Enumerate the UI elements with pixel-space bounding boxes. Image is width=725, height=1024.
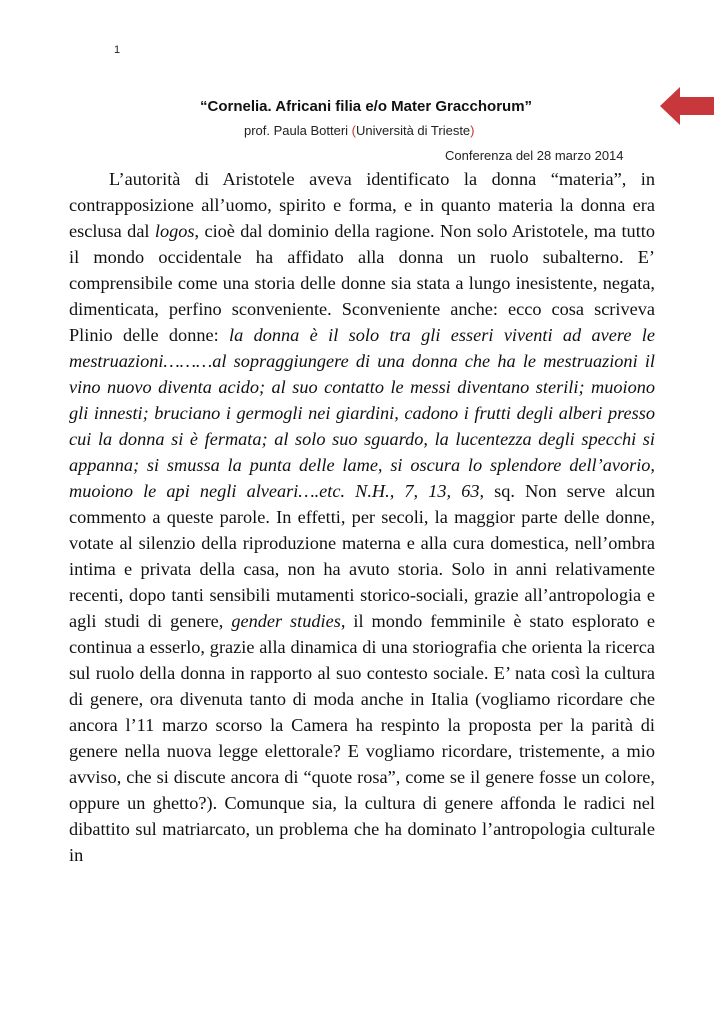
body-text-3: sq. Non serve alcun commento a queste parole. In effetti, per secoli, la maggior parte delle donne, votate al silenzio della riproduzione materna e alla cura domestica, nell’ombra intima e privata della casa, non ha avuto storia. Solo in anni relativamente recenti, dopo tanti sensibili mutamenti storico-sociali, grazie all’antropologia e agli studi di genere, <box>69 481 655 631</box>
back-arrow-button[interactable] <box>660 86 714 126</box>
page-number: 1 <box>114 44 121 56</box>
body-italic-logos: logos <box>154 221 195 241</box>
arrow-left-icon <box>660 86 714 126</box>
body-text-4: , il mondo femminile è stato esplorato e continua a esserlo, grazie alla dinamica di una storiografia che orienta la ricerca sul ruolo della donna in rapporto al suo contesto sociale. E’ nata così la cultura di genere, ora divenuta tanto di moda anche in Italia (vogliamo ricordare che ancora l’11 marzo scorso la Camera ha respinto la proposta per la parità di genere nella nuova legge elettorale? E vogliamo ricordare, tristemente, a mio avviso, che si discute ancora di “quote rosa”, come se il genere fosse un colore, oppure un ghetto?). Comunque sia, la cultura di genere affonda le radici nel dibattito sul matriarcato, un problema che ha dominato l’antropologia culturale in <box>69 611 655 865</box>
author-affiliation: Università di Trieste <box>356 123 471 138</box>
body-text-2: , cioè dal dominio della ragione. Non solo Aristotele, ma tutto il mondo occidentale ha affidato alla donna un ruolo subalterno. E’ comprensibile come una storia delle donne sia stata a lungo inesistente, negata, dimenticata, perfino sconveniente. Sconveniente anche: ecco cosa scriveva Plinio delle donne: <box>69 221 655 345</box>
pliny-quote: la donna è il solo tra gli esseri viventi ad avere le mestruazioni………al sopraggiungere di una donna che ha le mestruazioni il vino nuovo diventa acido; al suo contatto le messi diventano sterili; muoiono gli innesti; bruciano i germogli nei giardini, cadono i frutti degli alberi presso cui la donna si è fermata; al solo suo sguardo, la lucentezza degli specchi si appanna; si smussa la punta delle lame, si oscura lo splendore dell’avorio, muoiono le api negli alveari….etc. N.H., 7, 13, 63, <box>69 325 655 501</box>
conference-date: Conferenza del 28 marzo 2014 <box>445 148 624 163</box>
paren-close: ) <box>470 123 475 138</box>
document-title: “Cornelia. Africani filia e/o Mater Gracchorum” <box>200 98 533 115</box>
body-italic-gender-studies: gender studies <box>231 611 341 631</box>
paren-open: ( <box>351 123 357 138</box>
author-line <box>244 123 475 138</box>
body-text-1: L’autorità di Aristotele aveva identificato la donna “materia”, in contrapposizione all’uomo, spirito e forma, e in quanto materia la donna era esclusa dal <box>69 169 655 241</box>
author-name: prof. Paula Botteri <box>244 123 352 138</box>
body-paragraph <box>69 166 655 868</box>
